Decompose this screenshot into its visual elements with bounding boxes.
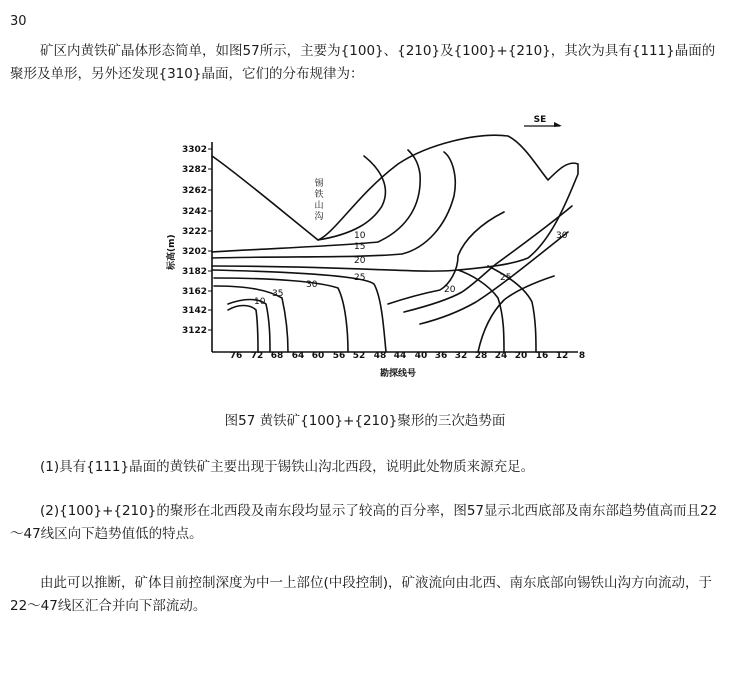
contour-label: 25: [500, 273, 512, 283]
y-tick-labels: [182, 145, 207, 336]
x-tick-label: 8: [578, 351, 586, 361]
contour-right-dome-2: [488, 266, 536, 352]
x-tick-label: 40: [414, 351, 428, 361]
x-tick-label: 12: [555, 351, 569, 361]
y-axis-title: 标高(m): [167, 234, 177, 270]
x-tick-label: 48: [373, 351, 387, 361]
contour-label: 10: [254, 297, 266, 307]
contour-10-top: [318, 156, 385, 240]
x-tick-label: 72: [250, 351, 264, 361]
x-tick-label: 64: [291, 351, 305, 361]
x-tick-label: 52: [352, 351, 366, 361]
y-tick-label: 3142: [181, 306, 207, 316]
x-tick-label: 44: [393, 351, 407, 361]
intro-paragraph: 矿区内黄铁矿晶体形态简单，如图57所示，主要为{100}、{210}及{100}+{210}，其次为具有{111}晶面的聚形及单形，另外还发现{310}晶面，它们的分布规律为：: [10, 43, 716, 82]
page-number: 30: [10, 14, 27, 29]
mountain-label: [314, 177, 323, 222]
x-axis-title: 勘探线号: [379, 369, 417, 379]
direction-arrow: [524, 115, 562, 127]
mountain-char: 山: [314, 201, 324, 211]
x-tick-label: 32: [454, 351, 468, 361]
x-tick-label: 76: [229, 351, 243, 361]
contour-label: 20: [354, 256, 366, 266]
y-tick-label: 3302: [181, 145, 207, 155]
x-tick-label: 16: [535, 351, 549, 361]
surface-outline: [212, 135, 578, 271]
item-1-paragraph: (1)具有{111}晶面的黄铁矿主要出现于锡铁山沟北西段，说明此处物质来源充足。: [40, 459, 535, 475]
item-2-paragraph: (2){100}+{210}的聚形在北西段及南东段均显示了较高的百分率，图57显示北西底部及南东部趋势值高而且22～47线区向下趋势值低的特点。: [10, 503, 718, 542]
y-tick-label: 3242: [181, 207, 207, 217]
contour-label: 35: [272, 289, 284, 299]
contour-label: 15: [354, 242, 366, 252]
y-tick-label: 3222: [181, 227, 207, 237]
x-tick-label: 56: [332, 351, 346, 361]
x-tick-label: 68: [270, 351, 284, 361]
y-tick-label: 3202: [181, 247, 207, 257]
direction-label: SE: [533, 115, 547, 125]
trend-surface-figure: [158, 108, 610, 390]
x-tick-label: 28: [474, 351, 488, 361]
x-tick-label: 36: [434, 351, 448, 361]
contour-label: 30: [306, 280, 318, 290]
mountain-char: 铁: [314, 190, 324, 200]
x-tick-label: 20: [514, 351, 528, 361]
y-tick-label: 3182: [181, 267, 207, 277]
y-tick-label: 3282: [181, 165, 207, 175]
contour-label: 30: [556, 231, 568, 241]
y-tick-label: 3262: [181, 186, 207, 196]
conclusion-paragraph: 由此可以推断，矿体目前控制深度为中一上部位(中段控制)，矿液流向由北西、南东底部向锡铁山沟方向流动，于22～47线区汇合并向下部流动。: [10, 575, 713, 614]
y-tick-label: 3162: [181, 287, 207, 297]
contour-10-inner: [228, 306, 258, 353]
figure-caption: 图57 黄铁矿{100}+{210}聚形的三次趋势面: [224, 413, 506, 429]
mountain-char: 锡: [314, 179, 324, 189]
x-tick-label: 24: [494, 351, 508, 361]
contour-label: 25: [354, 273, 366, 283]
contour-label: 20: [444, 285, 456, 295]
mountain-char: 沟: [314, 212, 324, 222]
contour-lines: [212, 135, 578, 352]
y-tick-label: 3122: [181, 326, 207, 336]
contour-label: 10: [354, 231, 366, 241]
x-tick-label: 60: [311, 351, 325, 361]
